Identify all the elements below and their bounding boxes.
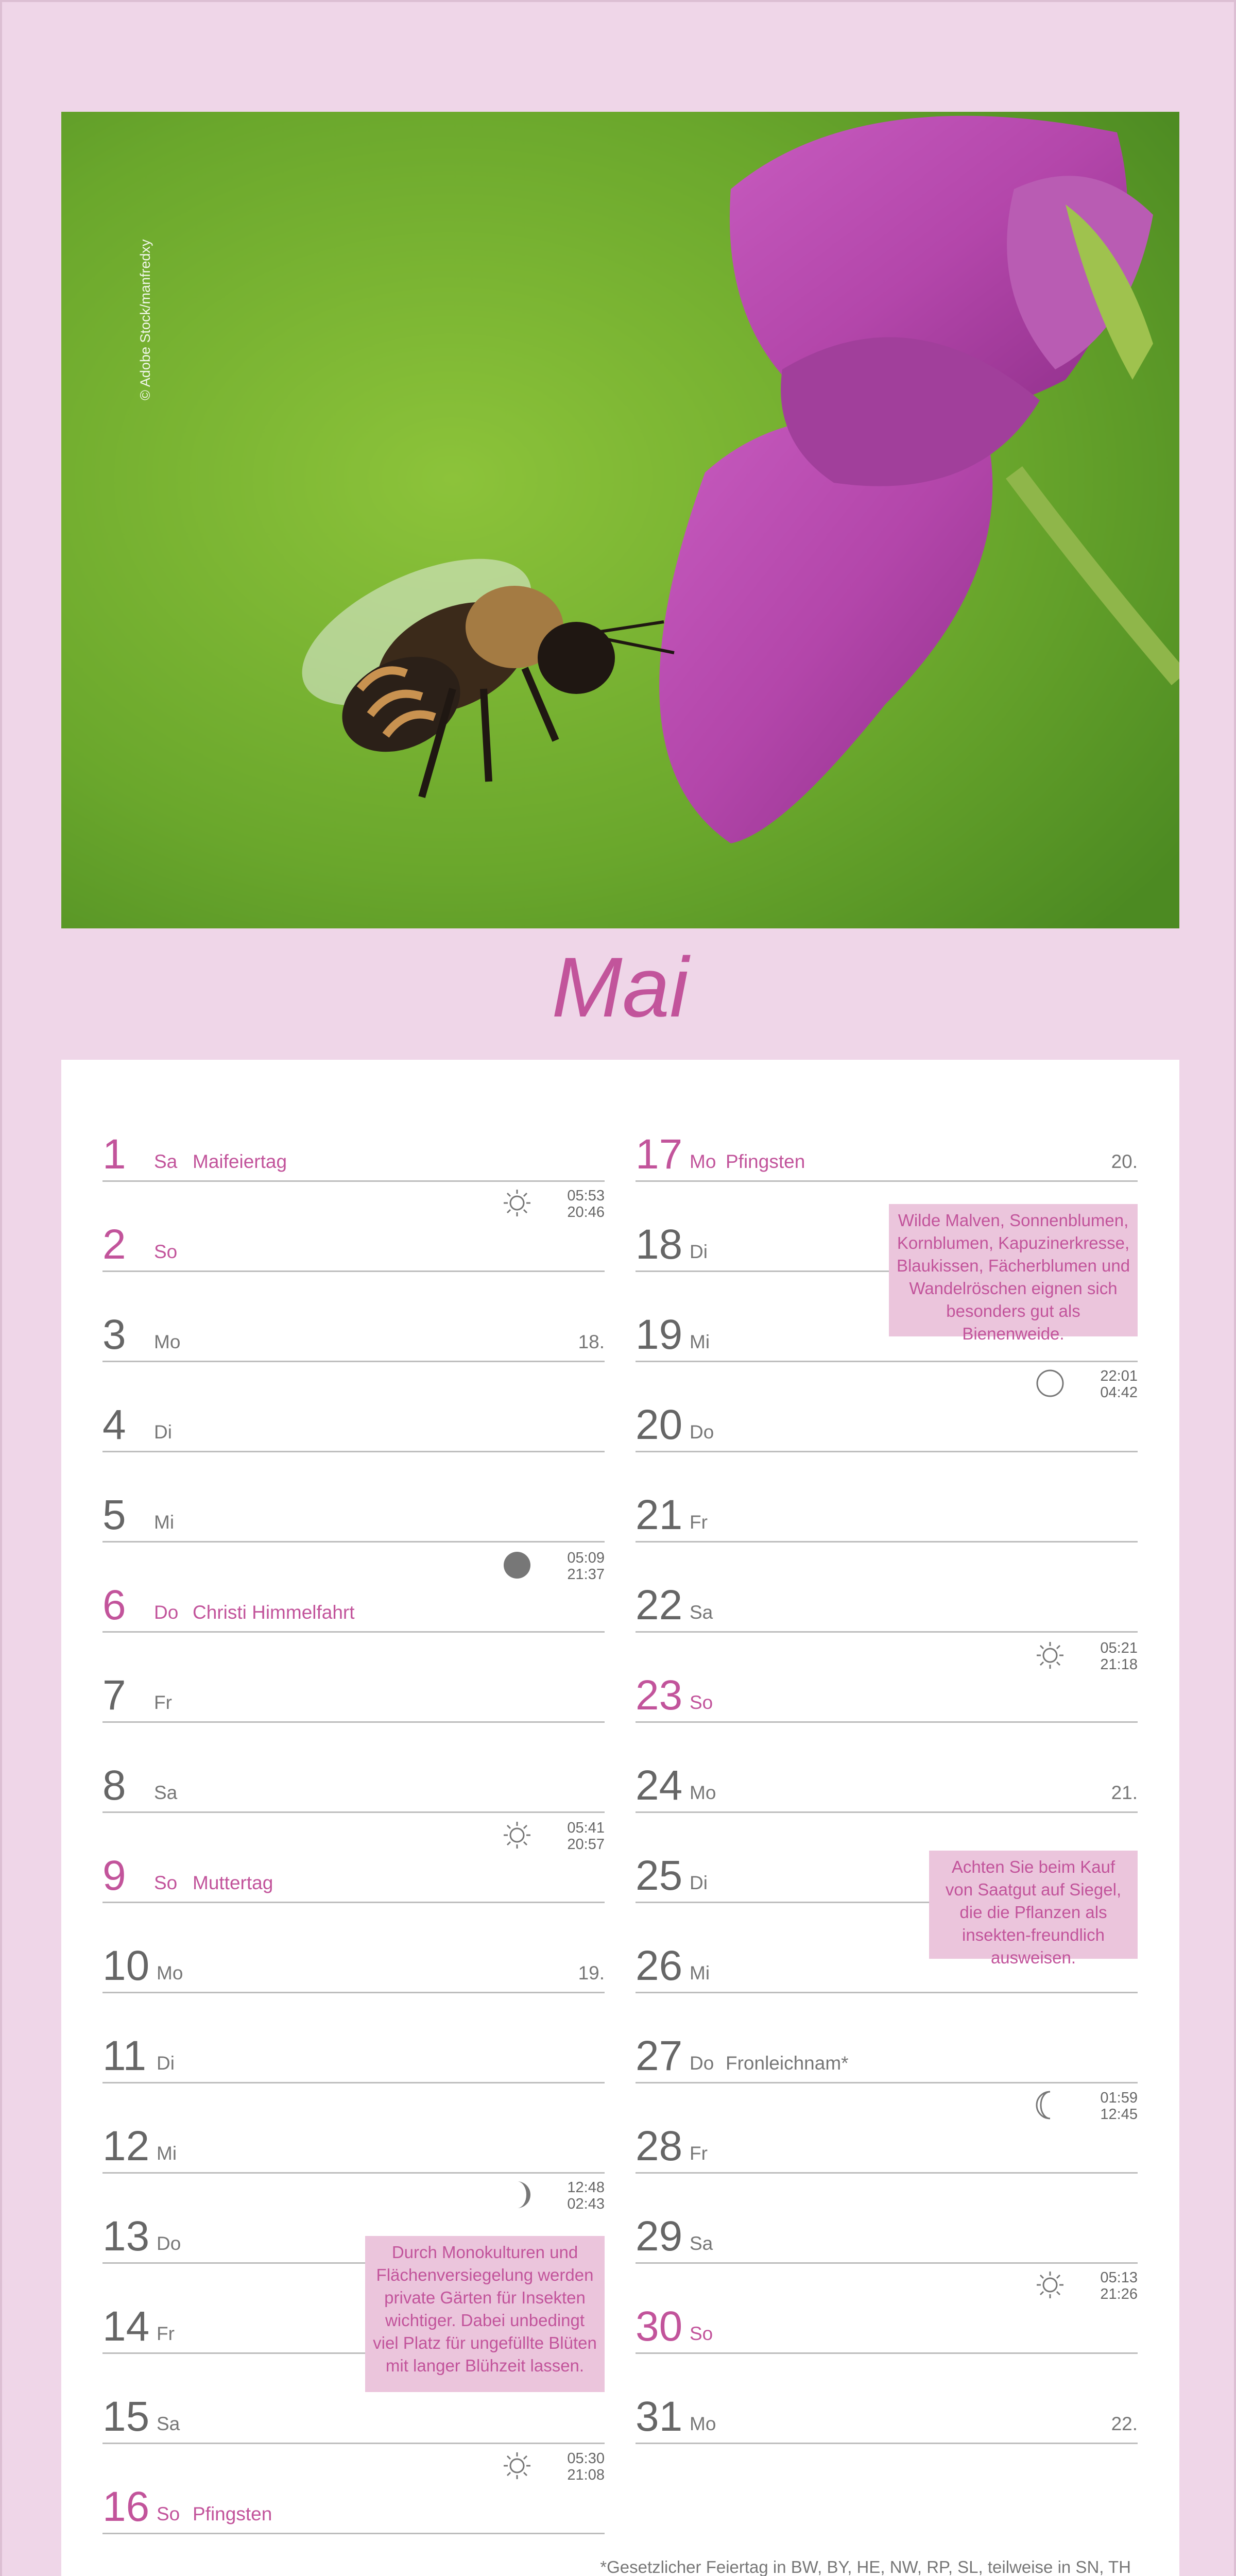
week-number: 18. xyxy=(578,1331,605,1352)
moon-phase xyxy=(502,2177,605,2213)
event-label: Christi Himmelfahrt xyxy=(193,1602,355,1623)
sunset-time: 21:18 xyxy=(1100,1656,1138,1673)
bee-flower-photo xyxy=(61,112,1179,928)
day-number: 9 xyxy=(102,1852,126,1899)
sunrise-time: 05:13 xyxy=(1100,2269,1138,2286)
moon-phase xyxy=(1035,1366,1138,1402)
weekday-label: Mo xyxy=(690,1782,716,1803)
day-row xyxy=(636,2174,1138,2264)
moonrise-time: 05:09 xyxy=(567,1550,605,1566)
day-row xyxy=(636,1092,1138,1182)
day-number: 5 xyxy=(102,1492,126,1538)
info-note-seeds: Achten Sie beim Kauf von Saatgut auf Siegel, die die Pflanzen als insekten-freundlich ausweisen. xyxy=(929,1851,1138,1959)
day-number: 16 xyxy=(102,2483,150,2530)
day-number: 17 xyxy=(636,1131,683,1178)
weekday-label: Mo xyxy=(690,2413,716,2434)
weekday-label: Di xyxy=(157,2053,175,2074)
last-quarter-moon-icon xyxy=(502,2179,533,2210)
weekday-label: Fr xyxy=(157,2323,175,2344)
sunset-time: 20:46 xyxy=(567,1204,605,1221)
day-number: 15 xyxy=(102,2393,150,2440)
week-number: 20. xyxy=(1111,1151,1138,1172)
event-label: Muttertag xyxy=(193,1872,273,1893)
day-number: 4 xyxy=(102,1401,126,1448)
weekday-label: Mi xyxy=(157,2143,177,2164)
week-number: 22. xyxy=(1111,2413,1138,2434)
sun-icon xyxy=(502,2450,533,2481)
day-number: 12 xyxy=(102,2123,150,2170)
day-number: 10 xyxy=(102,1942,150,1989)
day-number: 29 xyxy=(636,2213,683,2260)
weekday-label: Di xyxy=(690,1872,708,1893)
sun-times xyxy=(502,2448,605,2484)
info-note-bee-plants: Wilde Malven, Sonnenblumen, Kornblumen, Kapuzinerkresse, Blaukissen, Fächerblumen und Wandelröschen eignen sich besonders gut als Bienenweide. xyxy=(889,1204,1138,1336)
sunrise-time: 05:41 xyxy=(567,1820,605,1836)
sun-times xyxy=(502,1818,605,1854)
first-quarter-moon-icon xyxy=(1035,2090,1066,2121)
holiday-footnote: *Gesetzlicher Feiertag in BW, BY, HE, NW, RP, SL, teilweise in SN, TH xyxy=(600,2557,1131,2576)
weekday-label: Do xyxy=(154,1602,179,1623)
sunrise-time: 05:30 xyxy=(567,2450,605,2467)
weekday-label: Fr xyxy=(690,2143,708,2164)
day-number: 21 xyxy=(636,1492,683,1538)
day-number: 3 xyxy=(102,1311,126,1358)
day-number: 13 xyxy=(102,2213,150,2260)
day-number: 19 xyxy=(636,1311,683,1358)
sunrise-time: 05:53 xyxy=(567,1188,605,1204)
weekday-label: So xyxy=(690,2323,713,2344)
weekday-label: Do xyxy=(690,1421,714,1443)
sun-icon xyxy=(1035,1640,1066,1671)
sunrise-time: 05:21 xyxy=(1100,1640,1138,1656)
day-number: 24 xyxy=(636,1762,683,1809)
day-row xyxy=(102,1633,605,1723)
weekday-label: Di xyxy=(690,1241,708,1262)
weekday-label: Mo xyxy=(157,1962,183,1984)
sun-icon xyxy=(1035,2269,1066,2300)
weekday-label: Do xyxy=(157,2233,181,2254)
weekday-label: Do xyxy=(690,2053,714,2074)
weekday-label: Sa xyxy=(154,1782,178,1803)
event-label: Maifeiertag xyxy=(193,1151,287,1172)
sunset-time: 21:26 xyxy=(1100,2286,1138,2302)
event-label: Fronleichnam* xyxy=(726,2053,849,2074)
moonset-time: 04:42 xyxy=(1100,1384,1138,1401)
weekday-label: Sa xyxy=(690,1602,713,1623)
weekday-label: Mi xyxy=(154,1512,175,1533)
moonrise-time: 12:48 xyxy=(567,2179,605,2196)
day-row xyxy=(102,2083,605,2174)
day-row xyxy=(102,1092,605,1182)
sunset-time: 21:08 xyxy=(567,2467,605,2483)
day-row xyxy=(102,1723,605,1813)
day-number: 30 xyxy=(636,2303,683,2350)
row-divider xyxy=(636,2443,1138,2444)
weekday-label: Sa xyxy=(690,2233,713,2254)
day-row xyxy=(102,1362,605,1452)
day-row xyxy=(636,2354,1138,2444)
sunset-time: 20:57 xyxy=(567,1836,605,1853)
new-moon-icon xyxy=(502,1550,533,1581)
info-note-gardens: Durch Monokulturen und Flächenversiegelung werden private Gärten für Insekten wichtiger. Dabei unbedingt viel Platz für ungefüllte Blüten mit langer Blühzeit lassen. xyxy=(365,2236,605,2392)
moonrise-time: 01:59 xyxy=(1100,2090,1138,2106)
weekday-label: Fr xyxy=(154,1692,172,1713)
moonrise-time: 22:01 xyxy=(1100,1368,1138,1384)
weekday-label: Mo xyxy=(690,1151,716,1172)
week-number: 19. xyxy=(578,1962,605,1984)
weekday-label: So xyxy=(154,1241,178,1262)
day-number: 8 xyxy=(102,1762,126,1809)
sun-icon xyxy=(502,1188,533,1218)
day-number: 23 xyxy=(636,1672,683,1719)
day-number: 26 xyxy=(636,1942,683,1989)
month-title: Mai xyxy=(552,940,689,1035)
moon-phase xyxy=(1035,2088,1138,2124)
day-row xyxy=(102,1993,605,2083)
weekday-label: Mi xyxy=(690,1331,710,1352)
moonset-time: 21:37 xyxy=(567,1566,605,1583)
day-number: 7 xyxy=(102,1672,126,1719)
day-number: 31 xyxy=(636,2393,683,2440)
weekday-label: So xyxy=(690,1692,713,1713)
full-moon-icon xyxy=(1035,1368,1066,1399)
week-number: 21. xyxy=(1111,1782,1138,1803)
day-number: 14 xyxy=(102,2303,150,2350)
day-number: 28 xyxy=(636,2123,683,2170)
day-number: 25 xyxy=(636,1852,683,1899)
moonset-time: 02:43 xyxy=(567,2196,605,2212)
day-row xyxy=(636,1723,1138,1813)
sun-times xyxy=(1035,1638,1138,1674)
moon-phase xyxy=(502,1548,605,1584)
row-divider xyxy=(102,2533,605,2534)
day-row xyxy=(102,1452,605,1543)
weekday-label: Fr xyxy=(690,1512,708,1533)
weekday-label: Di xyxy=(154,1421,172,1443)
moonset-time: 12:45 xyxy=(1100,2106,1138,2123)
day-row xyxy=(636,1993,1138,2083)
sun-times xyxy=(1035,2267,1138,2303)
day-row xyxy=(102,1903,605,1993)
day-row xyxy=(636,1452,1138,1543)
day-number: 18 xyxy=(636,1221,683,1268)
day-number: 22 xyxy=(636,1582,683,1629)
sun-times xyxy=(502,1185,605,1222)
event-label: Pfingsten xyxy=(726,1151,805,1172)
weekday-label: So xyxy=(157,2503,180,2524)
day-number: 1 xyxy=(102,1131,126,1178)
sun-icon xyxy=(502,1820,533,1851)
weekday-label: Sa xyxy=(154,1151,178,1172)
weekday-label: So xyxy=(154,1872,178,1893)
day-number: 2 xyxy=(102,1221,126,1268)
day-number: 6 xyxy=(102,1582,126,1629)
day-number: 27 xyxy=(636,2032,683,2079)
day-number: 11 xyxy=(102,2032,147,2079)
day-row xyxy=(102,1272,605,1362)
photo-credit: © Adobe Stock/manfredxy xyxy=(138,239,153,400)
weekday-label: Mo xyxy=(154,1331,181,1352)
weekday-label: Mi xyxy=(690,1962,710,1984)
day-number: 20 xyxy=(636,1401,683,1448)
day-row xyxy=(636,1543,1138,1633)
weekday-label: Sa xyxy=(157,2413,180,2434)
event-label: Pfingsten xyxy=(193,2503,272,2524)
